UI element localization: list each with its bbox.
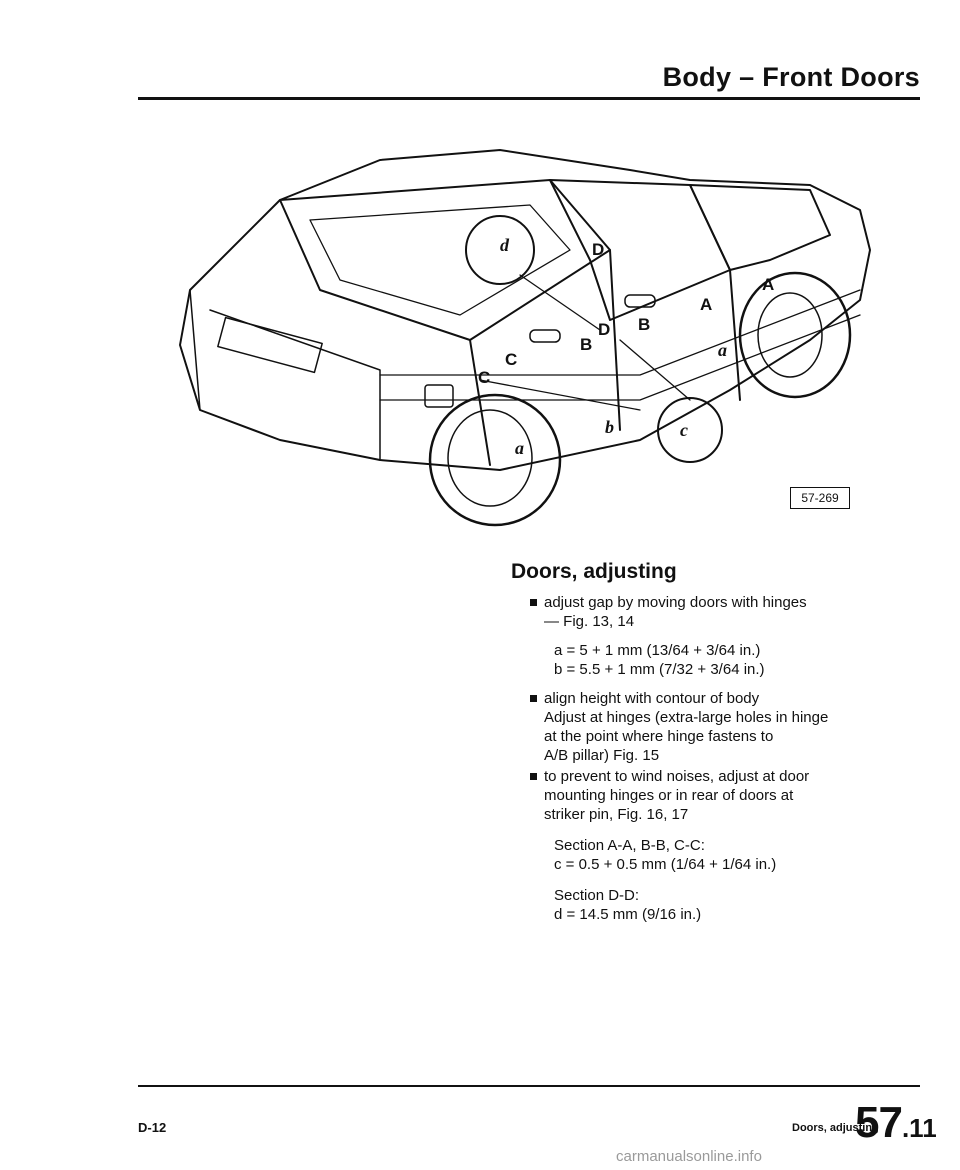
spec-a: a = 5 + 1 mm (13/64 + 3/64 in.) (554, 642, 761, 659)
section-title: Doors, adjusting (511, 560, 677, 583)
bullet-wind-noise (530, 767, 890, 824)
section-label: Section A-A, B-B, C-C: (554, 837, 705, 854)
callout-label: C (478, 368, 491, 387)
page-number (855, 1098, 937, 1148)
callout-label: D (598, 320, 611, 339)
text-line: — Fig. 13, 14 (544, 613, 635, 630)
callout-label: C (505, 350, 518, 369)
callout-label: B (580, 335, 593, 354)
footer-code: D-12 (138, 1120, 167, 1135)
bullet-height (530, 689, 890, 765)
spec-b: b = 5.5 + 1 mm (7/32 + 3/64 in.) (554, 661, 765, 678)
page-number-sub: .11 (901, 1113, 937, 1143)
section-abc (554, 836, 890, 874)
text-line: at the point where hinge fastens to (544, 728, 774, 745)
page-number-main: 57 (855, 1098, 902, 1147)
text-line: mounting hinges or in rear of doors at (544, 787, 794, 804)
text-line: striker pin, Fig. 16, 17 (544, 806, 689, 823)
footer-rule (138, 1085, 920, 1087)
callout-label: a (515, 438, 524, 458)
callout-label: a (718, 340, 727, 360)
bullet-gap (530, 593, 890, 631)
header-rule (138, 97, 920, 100)
callout-label: B (638, 315, 651, 334)
text-line: A/B pillar) Fig. 15 (544, 747, 660, 764)
section-d (554, 886, 890, 924)
footer-label: Doors, adjusting (792, 1122, 879, 1134)
section-label: Section D-D: (554, 887, 640, 904)
spec-block-ab (554, 641, 890, 679)
callout-label: d (500, 235, 509, 255)
car-door-illustration (170, 140, 880, 530)
figure-number: 57-269 (790, 487, 850, 509)
text-line: adjust gap by moving doors with hinges (544, 594, 807, 611)
spec-d: d = 14.5 mm (9/16 in.) (554, 906, 702, 923)
text-line: align height with contour of body (544, 690, 760, 707)
text-line: Adjust at hinges (extra-large holes in hinge (544, 709, 829, 726)
callout-label: c (680, 420, 688, 440)
spec-c: c = 0.5 + 0.5 mm (1/64 + 1/64 in.) (554, 856, 777, 873)
text-line: to prevent to wind noises, adjust at door (544, 768, 810, 785)
instructions (530, 593, 890, 924)
callout-label: A (762, 275, 775, 294)
page-header-title: Body – Front Doors (662, 62, 920, 92)
callout-label: b (605, 417, 614, 437)
callout-label: D (592, 240, 605, 259)
callout-label: A (700, 295, 713, 314)
watermark: carmanualsonline.info (616, 1148, 762, 1165)
